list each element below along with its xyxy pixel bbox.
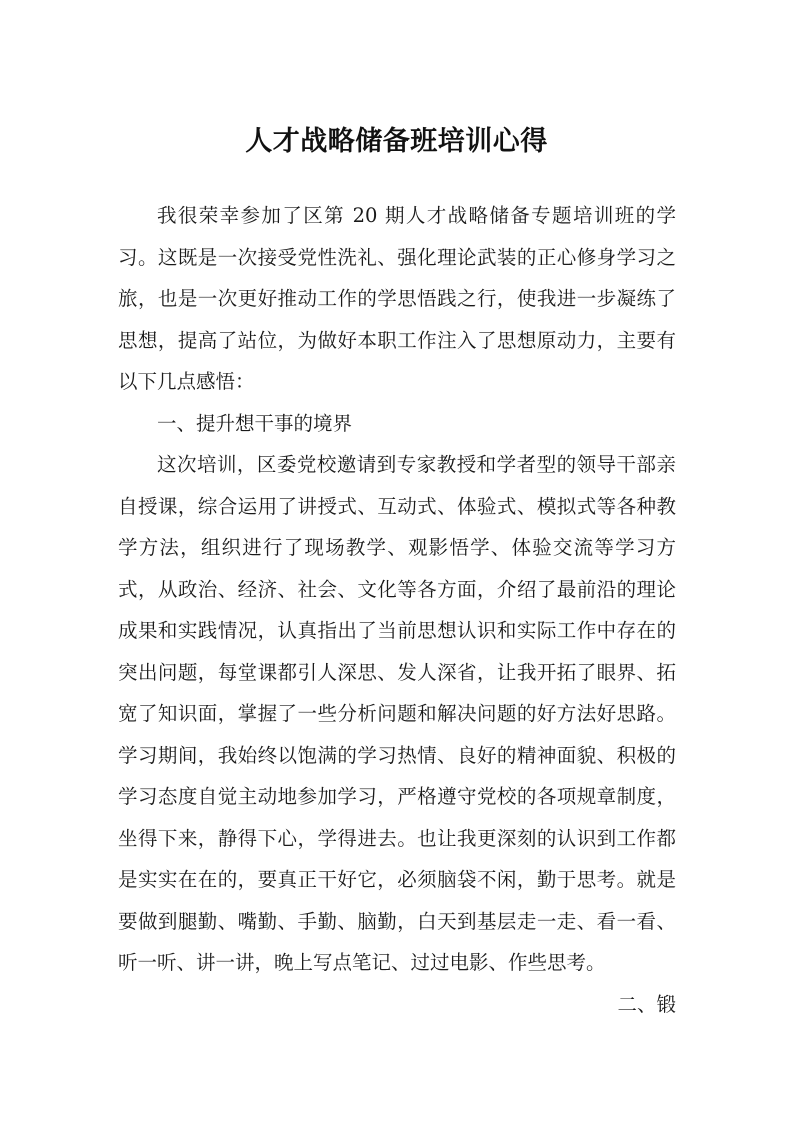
- section-heading-2-start: 二、锻: [617, 992, 676, 1016]
- paragraph-training: [118, 444, 676, 1016]
- document-title: 人才战略储备班培训心得: [245, 126, 548, 157]
- section-heading-1: 一、提升想干事的境界: [157, 411, 353, 435]
- document-body: [118, 195, 676, 1025]
- paragraph-training-text: 这次培训，区委党校邀请到专家教授和学者型的领导干部亲自授课，综合运用了讲授式、互动式、体验式、模拟式等各种教学方法，组织进行了现场教学、观影悟学、体验交流等学习方式，从政治、经济、社会、文化等各方面，介绍了最前沿的理论成果和实践情况，认真指出了当前思想认识和实际工作中存在的突出问题，每堂课都引人深思、发人深省，让我开拓了眼界、拓宽了知识面，掌握了一些分析问题和解决问题的好方法好思路。学习期间，我始终以饱满的学习热情、良好的精神面貌、积极的学习态度自觉主动地参加学习，严格遵守党校的各项规章制度，坐得下来，静得下心，学得进去。也让我更深刻的认识到工作都是实实在在的，要真正干好它，必须脑袋不闲，勤于思考。就是要做到腿勤、嘴勤、手勤、脑勤，白天到基层走一走、看一看、听一听、讲一讲，晚上写点笔记、过过电影、作些思考。: [118, 453, 676, 974]
- paragraph-intro: 我很荣幸参加了区第 20 期人才战略储备专题培训班的学习。这既是一次接受党性洗礼、强化理论武装的正心修身学习之旅，也是一次更好推动工作的学思悟践之行，使我进一步凝练了思想，提高了站位，为做好本职工作注入了思想原动力，主要有以下几点感悟：: [118, 204, 676, 393]
